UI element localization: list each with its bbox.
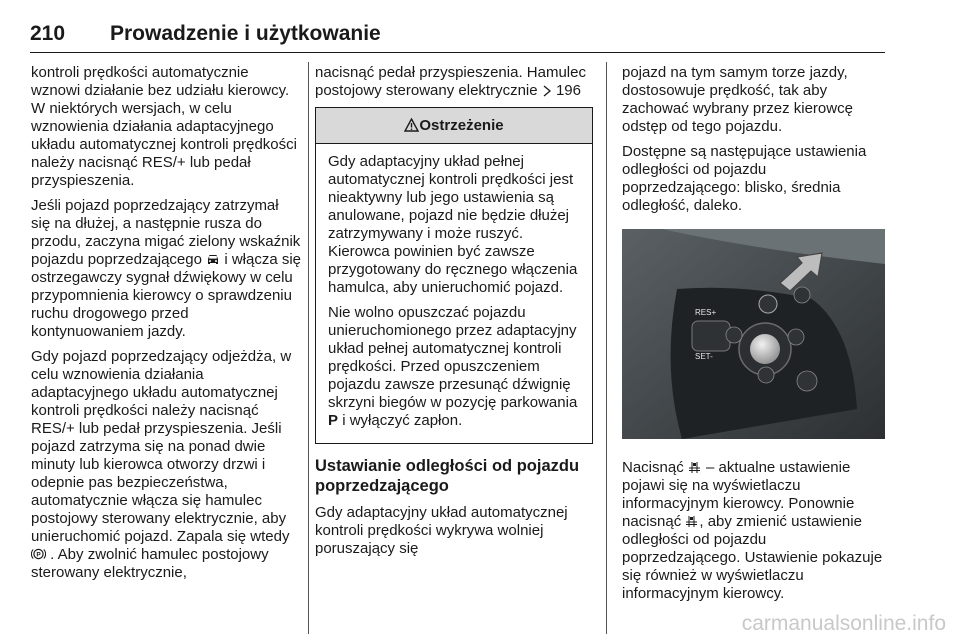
text: Nie wolno opuszczać pojazdu unieruchomionego przez adaptacyjny układ pełnej automatycznej kontroli prędkości. Przed opuszczeniem pojazdu zawsze przesunąć dźwignię skrzyni biegów w pozycję parkowania <box>328 304 578 411</box>
warning-box <box>315 107 593 444</box>
page-header <box>30 22 885 54</box>
paragraph: kontroli prędkości automatycznie wznowi działanie bez udziału kierowcy. W niektórych wersjach, w celu wznowienia działania adaptacyjnego układu automatycznej kontroli prędkości należy nacisnąć RES/+ lub pedał przyspieszenia. <box>31 64 297 189</box>
gear-position: P <box>328 412 339 429</box>
column-divider <box>606 62 607 634</box>
paragraph <box>328 304 582 430</box>
paragraph: pojazd na tym samym torze jazdy, dostosowuje prędkość, tak aby zachować wybrany przez kierowcę odstęp od tego pojazdu. <box>622 64 853 135</box>
column-divider <box>308 62 309 634</box>
section-title: Ustawianie odległości od pojazdu poprzedzającego <box>315 457 580 495</box>
set-label: SET- <box>695 352 713 361</box>
text: nacisnąć pedał przyspieszenia. Hamulec postojowy sterowany elektrycznie <box>315 64 586 99</box>
text: i wyłączyć zapłon. <box>342 412 463 429</box>
header-rule <box>30 52 885 53</box>
text: , aby zmienić ustawienie odległości od pojazdu poprzedzającego. Ustawienie pokazuje się również w wyświetlaczu informacyjnym kierowcy. <box>622 513 883 602</box>
warning-triangle-icon <box>404 118 419 132</box>
column-3 <box>622 64 886 610</box>
paragraph: Gdy adaptacyjny układ pełnej automatycznej kontroli prędkości jest nieaktywny lub jego ustawienia są anulowane, pojazd nie będzie dłużej zatrzymywany i może ruszyć. Kierowca powinien być zawsze przygotowany do ręcznego włączenia hamulca, aby unieruchomić pojazd. <box>328 153 578 296</box>
warning-title: Ostrzeżenie <box>419 117 504 134</box>
column-1 <box>31 64 301 589</box>
page-number: 210 <box>30 22 66 45</box>
text: . Aby zwolnić hamulec postojowy sterowany elektrycznie, <box>31 546 269 581</box>
text: Nacisnąć <box>622 459 684 476</box>
paragraph: Dostępne są następujące ustawienia odległości od pojazdu poprzedzającego: blisko, średnia odległość, daleko. <box>622 143 867 214</box>
paragraph <box>31 197 301 341</box>
warning-header <box>316 108 592 144</box>
warning-body <box>316 144 592 443</box>
vehicle-ahead-icon <box>206 253 220 266</box>
text: – aktualne ustawienie pojawi się na wyświetlaczu informacyjnym kierowcy. Ponownie nacisnąć <box>622 459 855 530</box>
res-label: RES+ <box>695 308 717 317</box>
text: Gdy pojazd poprzedzający odjeżdża, w celu wznowienia działania adaptacyjnego układu automatycznej kontroli prędkości należy nacisnąć RES/+ lub pedał przyspieszenia. Jeśli pojazd zatrzyma się na ponad dwie minuty lub kierowca otworzy drzwi i odepnie pas bezpieczeństwa, automatycznie włącza się hamulec postojowy sterowany elektrycznie, aby unieruchomić pojazd. Zapala się wtedy <box>31 348 292 545</box>
distance-setting-icon <box>688 461 702 474</box>
text: Jeśli pojazd poprzedzający zatrzymał się na dłużej, a następnie rusza do przodu, zaczyna migać zielony wskaźnik pojazdu poprzedzającego <box>31 197 301 268</box>
thumbwheel-knob <box>750 334 780 364</box>
watermark: carmanualsonline.info <box>741 612 946 635</box>
paragraph: Gdy adaptacyjny układ automatycznej kontroli prędkości wykrywa wolniej poruszający się <box>315 504 568 557</box>
parking-brake-icon <box>31 547 46 561</box>
page-reference: 196 <box>555 82 581 99</box>
paragraph <box>622 459 886 603</box>
page-reference-arrow-icon <box>542 85 552 97</box>
column-2 <box>315 64 593 565</box>
distance-setting-icon <box>685 515 699 528</box>
steering-wheel-controls-photo <box>622 229 885 439</box>
text: i włącza się ostrzegawczy sygnał dźwiękowy w celu przypomnienia kierowcy o sprawdzeniu ruchu drogowego przed kontynuowaniem jazdy. <box>31 251 302 340</box>
page-title: Prowadzenie i użytkowanie <box>110 22 381 45</box>
paragraph <box>31 348 301 582</box>
paragraph <box>315 64 593 100</box>
svg-text:P: P <box>36 551 41 559</box>
